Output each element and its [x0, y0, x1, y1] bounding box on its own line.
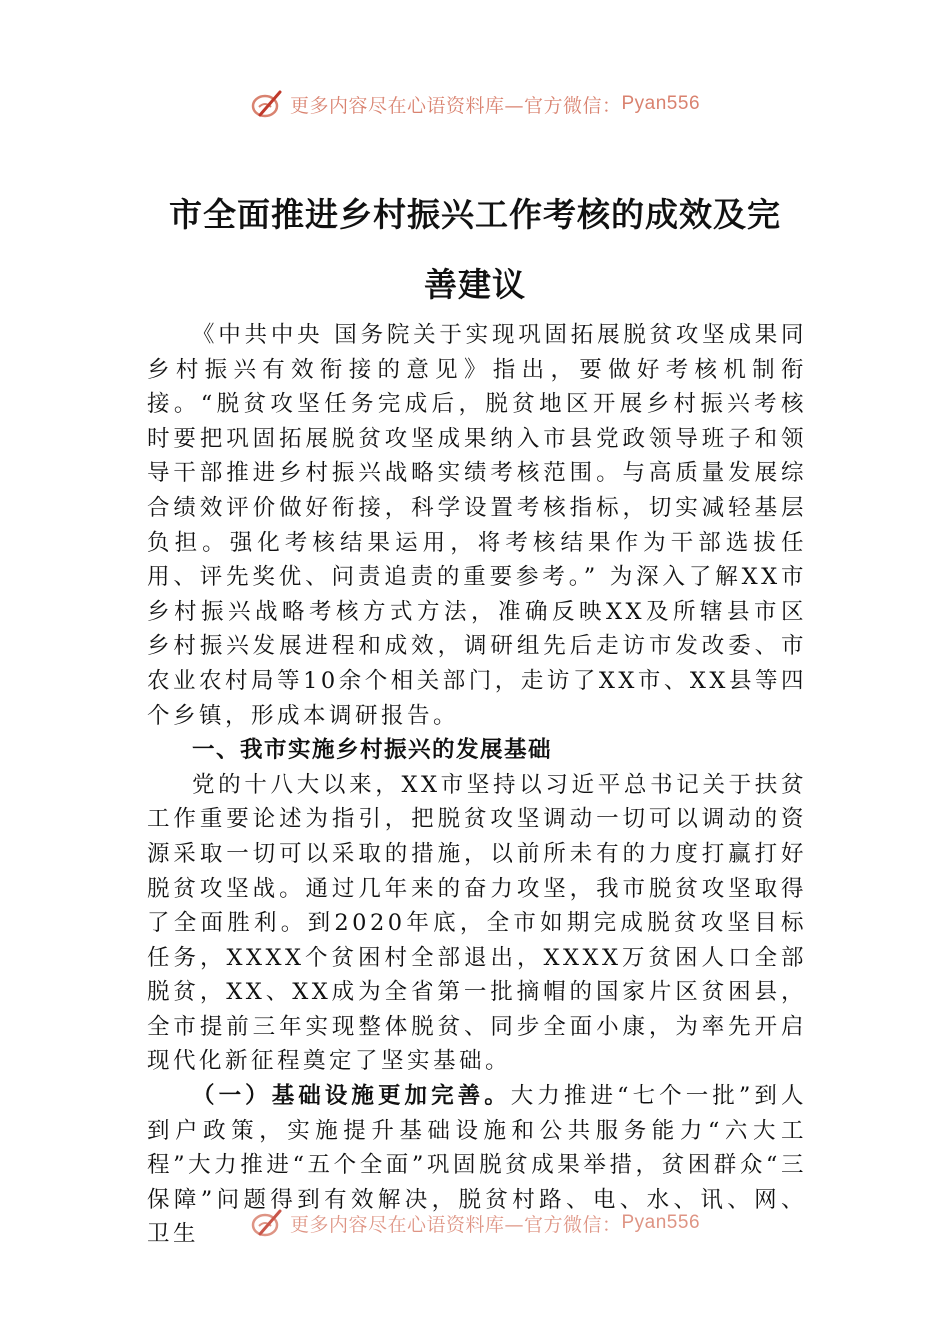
watermark-wechat-id: Pyan556	[621, 1212, 701, 1233]
document-title	[120, 180, 830, 320]
book-pen-logo-icon	[250, 87, 284, 121]
watermark-text: 更多内容尽在心语资料库—官方微信：	[289, 1213, 622, 1236]
title-line-2: 善建议	[424, 265, 526, 304]
book-pen-logo-icon	[250, 1206, 284, 1240]
watermark-banner-bottom	[0, 1203, 950, 1243]
title-line-1: 市全面推进乡村振兴工作考核的成效及完	[169, 195, 781, 234]
section-1-heading: 一、我市实施乡村振兴的发展基础	[192, 737, 553, 764]
subsection-1-text: 大力推进“七个一批”到人到户政策，实施提升基础设施和公共服务能力“六大工程”大力推进“五个全面”巩固脱贫成果举措，贫困群众“三保障”问题得到有效解决，脱贫村路、电、水、讯、网、卫生	[147, 1083, 807, 1248]
subsection-1-heading: （一）基础设施更加完善。	[192, 1083, 511, 1110]
watermark-wechat-id: Pyan556	[621, 93, 701, 114]
document-body	[147, 318, 807, 1252]
intro-paragraph: 《中共中央 国务院关于实现巩固拓展脱贫攻坚成果同乡村振兴有效衔接的意见》指出，要做好考核机制衔接。“脱贫攻坚任务完成后，脱贫地区开展乡村振兴考核时要把巩固拓展脱贫攻坚成果纳入市县党政领导班子和领导干部推进乡村振兴战略实绩考核范围。与高质量发展综合绩效评价做好衔接，科学设置考核指标，切实减轻基层负担。强化考核结果运用，将考核结果作为干部选拔任用、评先奖优、问责追责的重要参考。” 为深入了解XX市乡村振兴战略考核方式方法，准确反映XX及所辖县市区乡村振兴发展进程和成效，调研组先后走访市发改委、市农业农村局等10余个相关部门，走访了XX市、XX县等四个乡镇，形成本调研报告。	[147, 322, 807, 729]
watermark-text: 更多内容尽在心语资料库—官方微信：	[289, 94, 622, 117]
watermark-banner-top	[0, 84, 950, 124]
section-1-paragraph: 党的十八大以来，XX市坚持以习近平总书记关于扶贫工作重要论述为指引，把脱贫攻坚调动一切可以调动的资源采取一切可以采取的措施，以前所未有的力度打赢打好脱贫攻坚战。通过几年来的奋力攻坚，我市脱贫攻坚取得了全面胜利。到2020年底，全市如期完成脱贫攻坚目标任务，XXXX个贫困村全部退出，XXXX万贫困人口全部脱贫，XX、XX成为全省第一批摘帽的国家片区贫困县，全市提前三年实现整体脱贫、同步全面小康，为率先开启现代化新征程奠定了坚实基础。	[147, 771, 807, 1075]
